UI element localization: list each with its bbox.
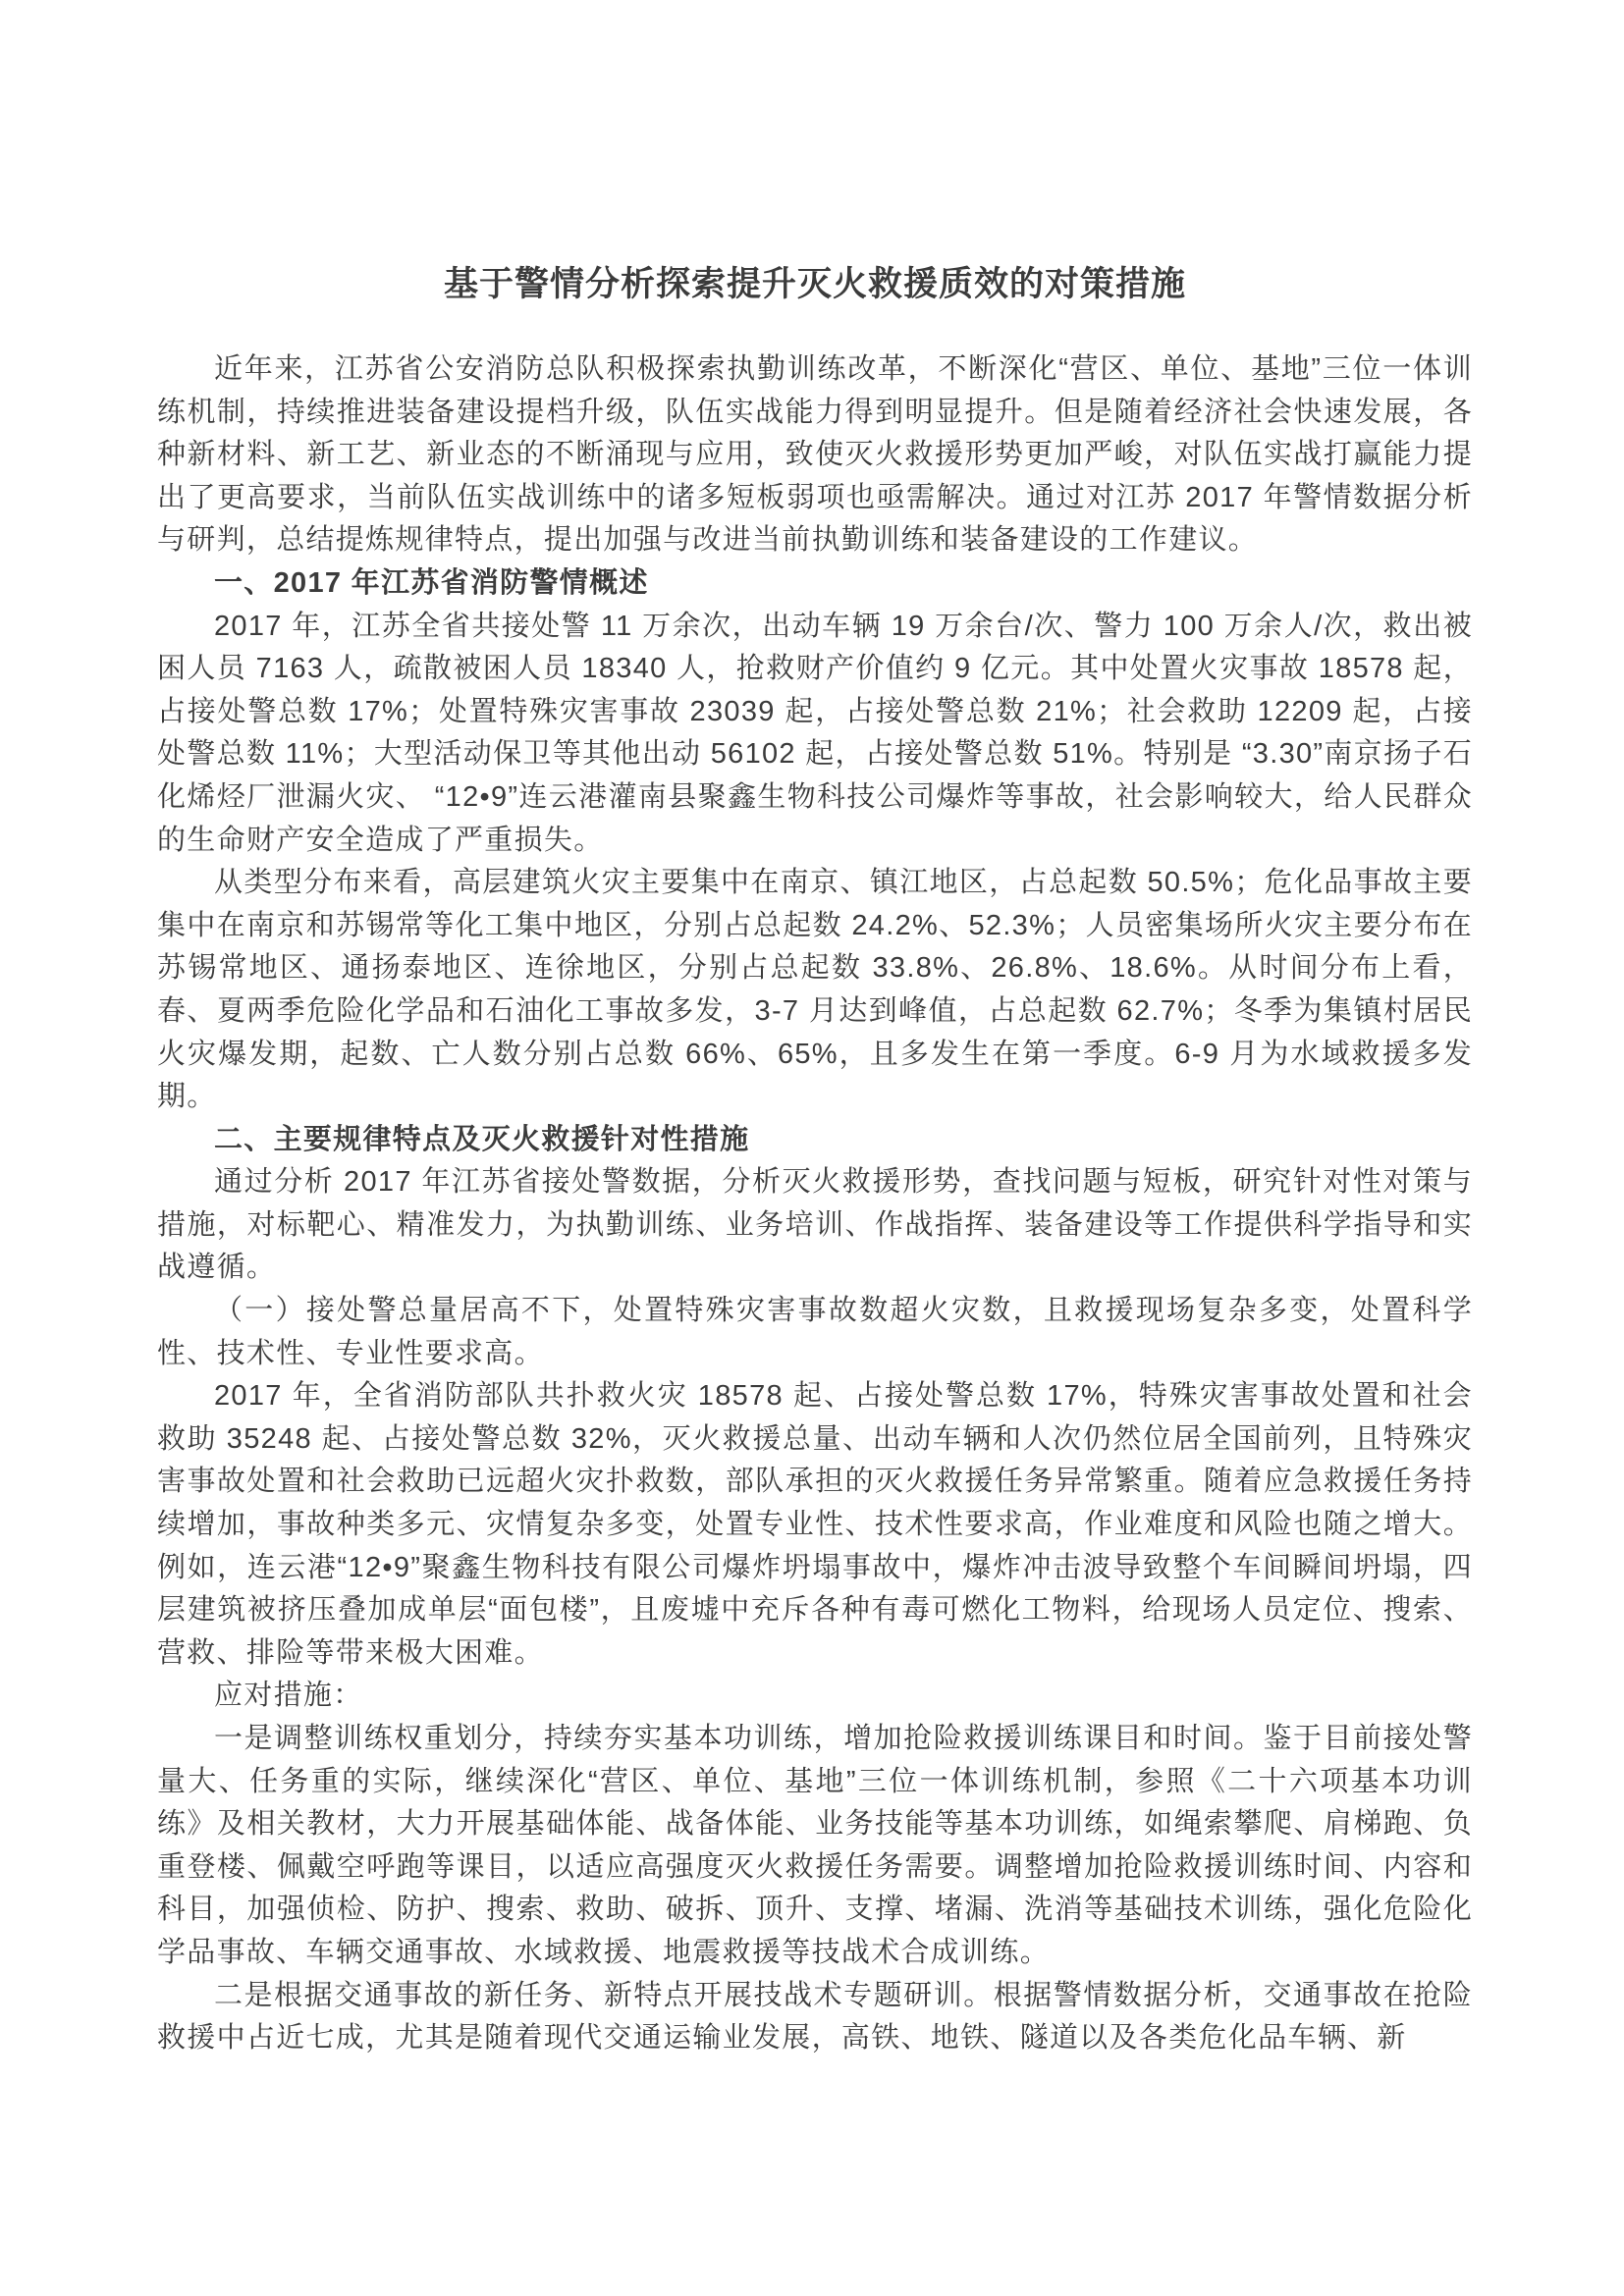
- overview-stats-paragraph: 2017 年，江苏全省共接处警 11 万余次，出动车辆 19 万余台/次、警力 100 万余人/次，救出被困人员 7163 人，疏散被困人员 18340 人，抢救财产价值约 9 亿元。其中处置火灾事故 18578 起，占接处警总数 17%；处置特殊灾害事故 23039 起，占接处警总数 21%；社会救助 12209 起，占接处警总数 11%；大型活动保卫等其他出动 56102 起，占接处警总数 51%。特别是 “3.30”南京扬子石化烯烃厂泄漏火灾、 “12•9”连云港灌南县聚鑫生物科技公司爆炸等事故，社会影响较大，给人民群众的生命财产安全造成了严重损失。: [157, 610, 1473, 856]
- section-heading-1: 一、2017 年江苏省消防警情概述: [214, 566, 649, 599]
- measure-two-paragraph: 二是根据交通事故的新任务、新特点开展技战术专题研训。根据警情数据分析，交通事故在抢险救援中占近七成，尤其是随着现代交通运输业发展，高铁、地铁、隧道以及各类危化品车辆、新: [157, 1979, 1473, 2055]
- intro-paragraph: 近年来，江苏省公安消防总队积极探索执勤训练改革，不断深化“营区、单位、基地”三位一体训练机制，持续推进装备建设提档升级，队伍实战能力得到明显提升。但是随着经济社会快速发展，各种新材料、新工艺、新业态的不断涌现与应用，致使灭火救援形势更加严峻，对队伍实战打赢能力提出了更高要求，当前队伍实战训练中的诸多短板弱项也亟需解决。通过对江苏 2017 年警情数据分析与研判，总结提炼规律特点，提出加强与改进当前执勤训练和装备建设的工作建议。: [157, 353, 1473, 557]
- measure-one-paragraph: 一是调整训练权重划分，持续夯实基本功训练，增加抢险救援训练课目和时间。鉴于目前接处警量大、任务重的实际，继续深化“营区、单位、基地”三位一体训练机制，参照《二十六项基本功训练》及相关教材，大力开展基础体能、战备体能、业务技能等基本功训练，如绳索攀爬、肩梯跑、负重登楼、佩戴空呼跑等课目，以适应高强度灭火救援任务需要。调整增加抢险救援训练时间、内容和科目，加强侦检、防护、搜索、救助、破拆、顶升、支撑、堵漏、洗消等基础技术训练，强化危险化学品事故、车辆交通事故、水域救援、地震救援等技战术合成训练。: [157, 1723, 1473, 1968]
- workload-detail-paragraph: 2017 年，全省消防部队共扑救火灾 18578 起、占接处警总数 17%，特殊灾害事故处置和社会救助 35248 起、占接处警总数 32%，灭火救援总量、出动车辆和人次仍然位居全国前列，且特殊灾害事故处置和社会救助已远超火灾扑救数，部队承担的灭火救援任务异常繁重。随着应急救援任务持续增加，事故种类多元、灾情复杂多变，处置专业性、技术性要求高，作业难度和风险也随之增大。例如，连云港“12•9”聚鑫生物科技有限公司爆炸坍塌事故中，爆炸冲击波导致整个车间瞬间坍塌，四层建筑被挤压叠加成单层“面包楼”，且废墟中充斥各种有毒可燃化工物料，给现场人员定位、搜索、营救、排险等带来极大困难。: [157, 1380, 1473, 1669]
- document-body: [157, 265, 1473, 2060]
- document-title: 基于警情分析探索提升灭火救援质效的对策措施: [443, 265, 1186, 303]
- countermeasures-label: 应对措施：: [214, 1680, 363, 1712]
- subsection-one-paragraph: （一）接处警总量居高不下，处置特殊灾害事故数超火灾数，且救援现场复杂多变，处置科学性、技术性、专业性要求高。: [157, 1295, 1473, 1369]
- section-heading-2: 二、主要规律特点及灭火救援针对性措施: [214, 1123, 750, 1155]
- analysis-intro-paragraph: 通过分析 2017 年江苏省接处警数据，分析灭火救援形势，查找问题与短板，研究针对性对策与措施，对标靶心、精准发力，为执勤训练、业务培训、作战指挥、装备建设等工作提供科学指导和实战遵循。: [157, 1166, 1473, 1284]
- distribution-paragraph: 从类型分布来看，高层建筑火灾主要集中在南京、镇江地区，占总起数 50.5%；危化品事故主要集中在南京和苏锡常等化工集中地区，分别占总起数 24.2%、52.3%；人员密集场所火灾主要分布在苏锡常地区、通扬泰地区、连徐地区，分别占总起数 33.8%、26.8%、18.6%。从时间分布上看，春、夏两季危险化学品和石油化工事故多发，3-7 月达到峰值，占总起数 62.7%；冬季为集镇村居民火灾爆发期，起数、亡人数分别占总数 66%、65%，且多发生在第一季度。6-9 月为水域救援多发期。: [157, 867, 1473, 1113]
